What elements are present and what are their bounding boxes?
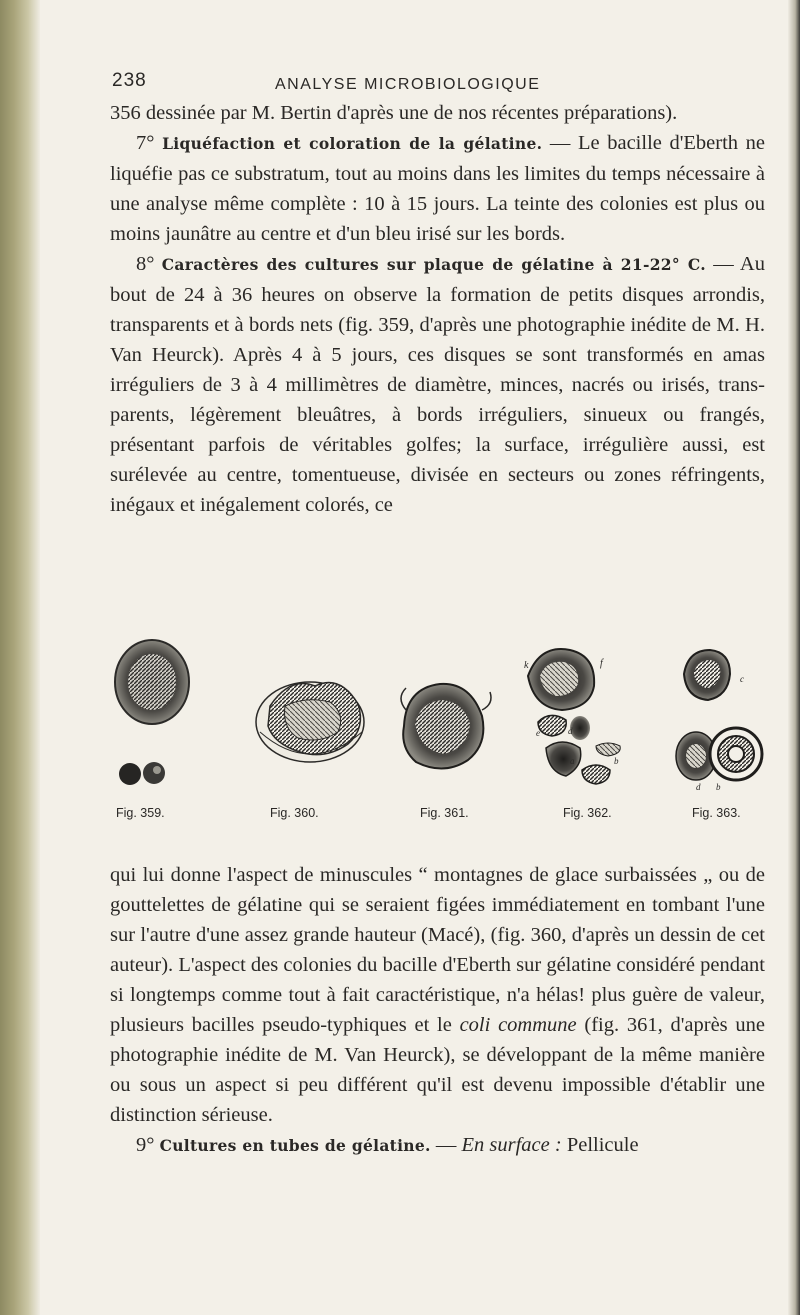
paragraph-text: qui lui donne l'aspect de minuscules “ montagnes de glace surbaissées „ ou de gouttelettes de gélatine qui se seraient figées immédiatement en tombant l'une sur l'autre d'une assez grande hauteur (Macé), (fig. 360, d'après un dessin de cet auteur). L'aspect des colonies du bacille d'Eberth sur gélatine considéré pendant si longtemps comme tout à fait caractéristique, n'a hélas! plus guère de valeur, plusieurs bacilles pseudo-typhiques et le xyxy=(110,864,765,1036)
text-block-top xyxy=(110,98,765,520)
figure-361-photograph xyxy=(401,684,491,769)
caption-fig-360: Fig. 360. xyxy=(270,806,319,820)
text-block-bottom xyxy=(110,860,765,1161)
figure-363-letter-b: b xyxy=(716,782,721,792)
paragraph-section-9 xyxy=(110,1130,765,1161)
figure-363-letter-d: d xyxy=(696,782,701,792)
paragraph-text: (fig. 361, d'après une photographie inédite de M. Van Heurck), se développant de la même manière ou sous un aspect si peu différent qu'il est devenu impossible d'établir une distinction sérieuse. xyxy=(110,1014,765,1126)
section-number: 8° xyxy=(136,253,155,275)
section-heading: Liquéfaction et coloration de la gélatine. xyxy=(162,134,543,153)
italic-term: En surface : xyxy=(461,1134,562,1156)
figure-359-colonies xyxy=(115,640,189,785)
book-binding-shadow xyxy=(0,0,40,1315)
section-heading: Caractères des cultures sur plaque de gélatine à 21-22° C. xyxy=(161,255,706,274)
section-number: 9° xyxy=(136,1134,155,1156)
figures-plate xyxy=(110,636,770,796)
paragraph-continuation: 356 dessinée par M. Bertin d'après une de nos récentes préparations). xyxy=(110,102,678,124)
paragraph-section-8 xyxy=(110,249,765,520)
paragraph-section-7 xyxy=(110,128,765,249)
caption-fig-363: Fig. 363. xyxy=(692,806,741,820)
paragraph-continuation xyxy=(110,860,765,1130)
italic-term: coli commune xyxy=(459,1014,577,1036)
section-dash: — xyxy=(430,1134,462,1156)
figure-362-letter-e: e xyxy=(536,728,540,738)
running-head: ANALYSE MICROBIOLOGIQUE xyxy=(275,76,541,93)
caption-fig-361: Fig. 361. xyxy=(420,806,469,820)
figure-362-letter-a: a xyxy=(570,756,575,766)
section-number: 7° xyxy=(136,132,155,154)
caption-fig-362: Fig. 362. xyxy=(563,806,612,820)
figure-363-colonies-labelled xyxy=(676,650,762,792)
figure-captions xyxy=(110,806,770,826)
caption-fig-359: Fig. 359. xyxy=(116,806,165,820)
figure-363-letter-c: c xyxy=(740,674,744,684)
figure-362-letter-f: f xyxy=(600,658,603,669)
figure-362-colonies-labelled xyxy=(524,649,620,784)
page-edge-shadow xyxy=(788,0,800,1315)
figure-362-letter-b: b xyxy=(614,756,619,766)
figure-360-colony-drawing xyxy=(256,682,364,762)
section-heading: Cultures en tubes de gélatine. xyxy=(159,1136,431,1155)
section-text: — Le bacille d'Eberth ne liquéfie pas ce substratum, tout au moins dans les limites du temps nécessaire à une analyse même complète : 10 à 15 jours. La teinte des colonies est plus ou moins jaunâtre au centre et d'un bleu irisé sur les bords. xyxy=(110,132,765,245)
page-number: 238 xyxy=(112,70,147,91)
figure-362-letter-d: d xyxy=(568,726,573,736)
section-text: Pellicule xyxy=(561,1134,639,1156)
figure-362-letter-k: k xyxy=(524,660,529,671)
section-text: — Au bout de 24 à 36 heures on observe la formation de petits disques arrondis, transparents et à bords nets (fig. 359, d'après une photographie inédite de M. H. Van Heurck). Après 4 à 5 jours, ces disques se sont transformés en amas irréguliers de 3 à 4 millimètres de diamètre, minces, nacrés ou irisés, transparents, légèrement bleuâtres, à bords irréguliers, sinueux ou frangés, présentant parfois de véritables golfes; la surface, irrégulière aussi, est surélevée au centre, tomentueuse, divisée en secteurs ou zones réfringents, inégaux et inégalement colorés, ce xyxy=(110,253,765,516)
